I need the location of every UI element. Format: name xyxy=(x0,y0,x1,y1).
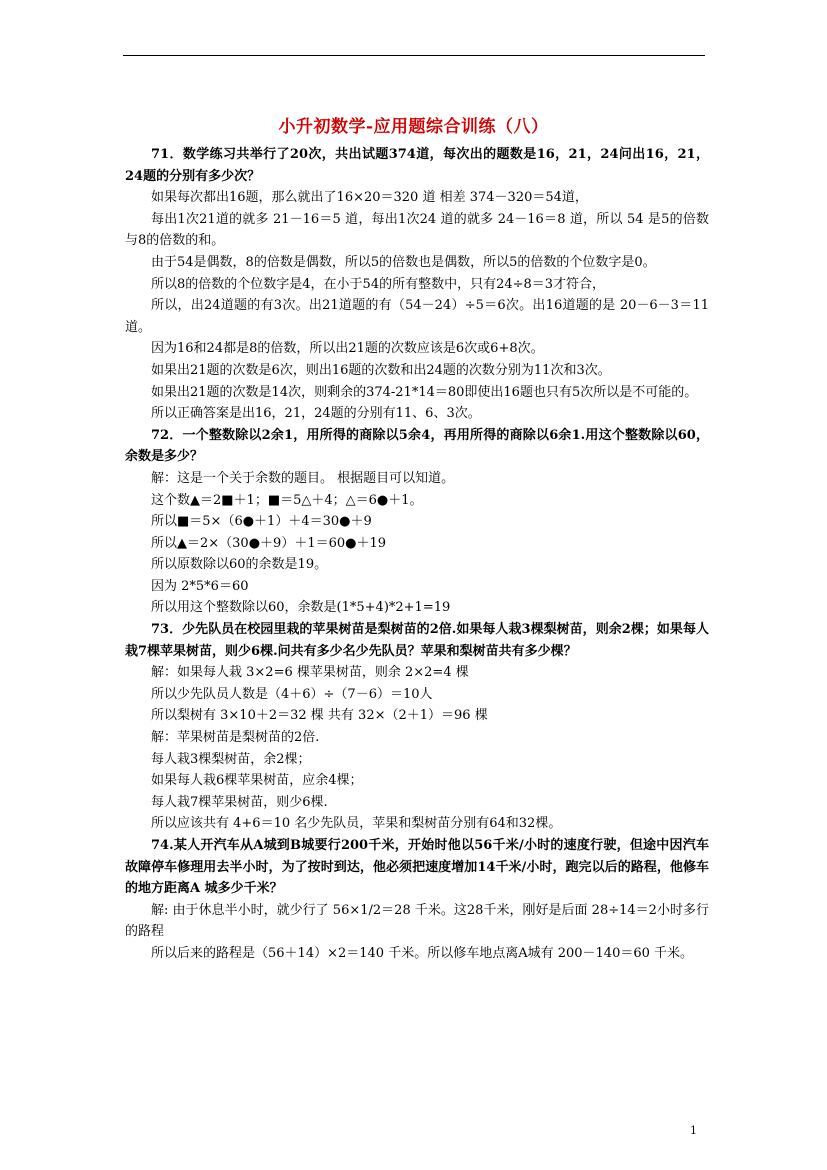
solution-paragraph: 解：这是一个关于余数的题目。 根据题目可以知道。 xyxy=(151,470,455,486)
solution-paragraph: 所以梨树有 3×10＋2＝32 棵 共有 32×（2＋1）＝96 棵 xyxy=(151,708,488,724)
solution-paragraph: 因为 2*5*6＝60 xyxy=(151,578,249,594)
question-paragraph: 73．少先队员在校园里栽的苹果树苗是梨树苗的2倍.如果每人栽3棵梨树苗，则余2棵；如果每人栽7棵苹果树苗，则少6棵.问共有多少名少先队员？苹果和梨树苗共有多少棵？ xyxy=(125,622,709,659)
solution-paragraph: 所以▲＝2×（30●＋9）＋1＝60●＋19 xyxy=(151,535,387,551)
solution-paragraph: 这个数▲＝2■＋1；■＝5△＋4；△＝6●＋1。 xyxy=(151,492,423,508)
solution-paragraph: 所以应该共有 4+6＝10 名少先队员，苹果和梨树苗分别有64和32棵。 xyxy=(151,816,562,832)
solution-paragraph: 每出1次21道的就多 21－16＝5 道，每出1次24 道的就多 24－16＝8 道，所以 54 是5的倍数与8的倍数的和。 xyxy=(125,211,709,249)
solution-paragraph: 所以少先队员人数是（4＋6）÷（7－6）＝10人 xyxy=(151,686,433,702)
question-paragraph: 74.某人开汽车从A城到B城要行200千米，开始时他以56千米/小时的速度行驶，但途中因汽车故障停车修理用去半小时，为了按时到达，他必须把速度增加14千米/小时，跑完以后的路程，他修车的地方距离A 城多少千米？ xyxy=(125,838,709,897)
solution-paragraph: 如果出21题的次数是6次，则出16题的次数和出24题的次数分别为11次和3次。 xyxy=(151,362,611,378)
solution-paragraph: 如果每人栽6棵苹果树苗，应余4棵； xyxy=(151,773,363,789)
solution-paragraph: 每人栽7棵苹果树苗，则少6棵. xyxy=(151,794,328,810)
solution-paragraph: 所以用这个整数除以60，余数是(1*5+4)*2+1=19 xyxy=(151,600,451,616)
solution-paragraph: 所以，出24道题的有3次。出21道题的有（54－24）÷5＝6次。出16道题的是 20－6－3＝11道。 xyxy=(125,298,709,335)
solution-paragraph: 解: 由于休息半小时，就少行了 56×1/2＝28 千米。这28千米，刚好是后面 28÷14＝2小时多行的路程 xyxy=(125,902,709,940)
solution-paragraph: 因为16和24都是8的倍数，所以出21题的次数应该是6次或6+8次。 xyxy=(151,341,544,357)
solution-paragraph: 所以■＝5×（6●＋1）＋4＝30●＋9 xyxy=(151,514,372,530)
question-paragraph: 71．数学练习共举行了20次，共出试题374道，每次出的题数是16，21，24问出16，21，24题的分别有多少次？ xyxy=(125,147,709,184)
solution-paragraph: 所以正确答案是出16，21，24题的分别有11、6、3次。 xyxy=(151,406,481,422)
solution-paragraph: 解：如果每人栽 3×2=6 棵苹果树苗，则余 2×2=4 棵 xyxy=(151,665,469,681)
solution-paragraph: 解：苹果树苗是梨树苗的2倍. xyxy=(151,730,320,746)
solution-paragraph: 如果每次都出16题，那么就出了16×20＝320 道 相差 374－320＝54道， xyxy=(151,190,588,206)
page-title: 小升初数学-应用题综合训练（八） xyxy=(278,117,549,137)
solution-paragraph: 所以8的倍数的个位数字是4，在小于54的所有整数中，只有24÷8＝3才符合， xyxy=(151,276,606,292)
solution-paragraph: 所以原数除以60的余数是19。 xyxy=(151,557,328,573)
question-paragraph: 72．一个整数除以2余1，用所得的商除以5余4，再用所得的商除以6余1.用这个整数除以60，余数是多少？ xyxy=(125,427,709,465)
solution-paragraph: 如果出21题的次数是14次，则剩余的374-21*14＝80即使出16题也只有5次所以是不可能的。 xyxy=(151,384,698,400)
solution-paragraph: 由于54是偶数，8的倍数是偶数，所以5的倍数也是偶数，所以5的倍数的个位数字是0。 xyxy=(151,254,656,270)
header-rule xyxy=(123,55,705,56)
document-body xyxy=(125,144,709,965)
solution-paragraph: 每人栽3棵梨树苗，余2棵； xyxy=(151,751,311,767)
solution-paragraph: 所以后来的路程是（56＋14）×2＝140 千米。所以修车地点离A城有 200－140＝60 千米。 xyxy=(151,945,694,961)
page-number: 1 xyxy=(690,1124,697,1137)
